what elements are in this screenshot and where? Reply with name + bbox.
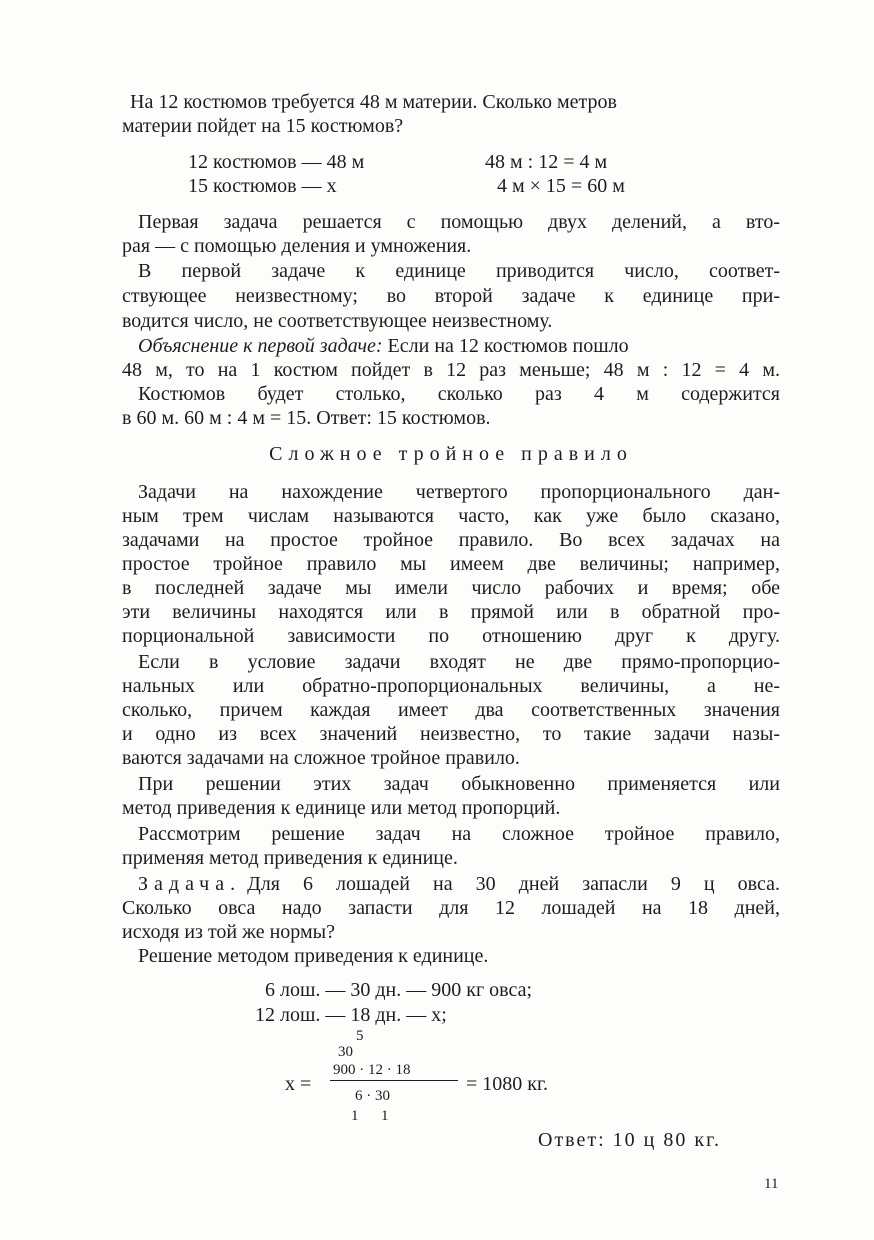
section-title: Сложное тройное правило — [269, 443, 633, 465]
calc-row-1: 48 м : 12 = 4 м — [485, 151, 608, 173]
problem2-line-1-text: Для 6 лошадей на 30 дней запасли 9 ц овса. — [247, 873, 780, 895]
para3-line-6: эти величины находятся или в прямой или в обратной про- — [122, 601, 780, 623]
para3-line-5: в последней задаче мы имели число рабочих и время; обе — [122, 577, 780, 599]
para2-line-1: В первой задаче к единице приводится число, соответ- — [138, 260, 780, 282]
para6-line-1: Рассмотрим решение задач на сложное тройное правило, — [138, 823, 780, 845]
para6-line-2: применяя метод приведения к единице. — [122, 847, 458, 869]
explanation-line-4: в 60 м. 60 м : 4 м = 15. Ответ: 15 костюмов. — [122, 407, 491, 429]
para1-line-1: Первая задача решается с помощью двух делений, а вто- — [138, 211, 780, 233]
scheme-row-2: 15 костюмов — x — [188, 175, 337, 197]
explanation-label: Объяснение к первой задаче: — [138, 335, 383, 357]
fraction-bar — [330, 1080, 458, 1081]
para3-line-2: ным трем числам называются часто, как уже было сказано, — [122, 505, 780, 527]
calc-row-2: 4 м × 15 = 60 м — [497, 175, 625, 197]
para3-line-1: Задачи на нахождение четвертого пропорционального дан- — [138, 481, 780, 503]
cancel-top-5: 5 — [356, 1028, 364, 1044]
para3-line-7: порциональной зависимости по отношению друг к другу. — [122, 625, 780, 647]
para5-line-2: метод приведения к единице или метод пропорций. — [122, 797, 561, 819]
numerator: 900 · 12 · 18 — [333, 1062, 411, 1078]
problem2-label: Задача. — [138, 873, 242, 895]
para2-line-2: ствующее неизвестному; во второй задаче к единице при- — [122, 285, 780, 307]
answer: Ответ: 10 ц 80 кг. — [538, 1129, 722, 1151]
solution-row-1: 6 лош. — 30 дн. — 900 кг овса; — [265, 979, 533, 1001]
cancel-bottom-1: 1 — [351, 1108, 359, 1124]
denominator: 6 · 30 — [355, 1088, 390, 1104]
para4-line-5: ваются задачами на сложное тройное правило. — [122, 747, 520, 769]
scheme-row-1: 12 костюмов — 48 м — [188, 151, 365, 173]
para4-line-3: сколько, причем каждая имеет два соответственных значения — [122, 699, 780, 721]
para5-line-1: При решении этих задач обыкновенно применяется или — [138, 773, 780, 795]
page-number: 11 — [764, 1176, 779, 1192]
para3-line-3: задачами на простое тройное правило. Во всех задачах на — [122, 529, 780, 551]
explanation-line-1 — [138, 334, 629, 358]
cancel-top-30: 30 — [338, 1044, 353, 1060]
explanation-line-2: 48 м, то на 1 костюм пойдет в 12 раз меньше; 48 м : 12 = 4 м. — [122, 359, 780, 381]
cancel-bottom-1b: 1 — [381, 1108, 389, 1124]
result: = 1080 кг. — [466, 1073, 548, 1095]
x-equals: x = — [285, 1073, 312, 1095]
explanation-line-3: Костюмов будет столько, сколько раз 4 м содержится — [138, 383, 780, 405]
problem1-line-2: материи пойдет на 15 костюмов? — [122, 115, 404, 137]
para3-line-4: простое тройное правило мы имеем две величины; например, — [122, 553, 780, 575]
problem1-line-1: На 12 костюмов требуется 48 м материи. Сколько метров — [130, 91, 617, 113]
problem2-line-2: Сколько овса надо запасти для 12 лошадей на 18 дней, — [122, 897, 780, 919]
problem2-line-3: исходя из той же нормы? — [122, 921, 335, 943]
solution-row-2: 12 лош. — 18 дн. — x; — [255, 1004, 447, 1026]
para4-line-4: и одно из всех значений неизвестно, то такие задачи назы- — [122, 723, 780, 745]
para1-line-2: рая — с помощью деления и умножения. — [122, 235, 472, 257]
para4-line-1: Если в условие задачи входят не две прямо-пропорцио- — [138, 651, 780, 673]
para4-line-2: нальных или обратно-пропорциональных величины, а не- — [122, 675, 780, 697]
para2-line-3: водится число, не соответствующее неизвестному. — [122, 310, 553, 332]
method-line: Решение методом приведения к единице. — [138, 945, 489, 967]
explanation-line-1-rest: Если на 12 костюмов пошло — [387, 335, 629, 357]
problem2-line-1 — [138, 872, 780, 896]
